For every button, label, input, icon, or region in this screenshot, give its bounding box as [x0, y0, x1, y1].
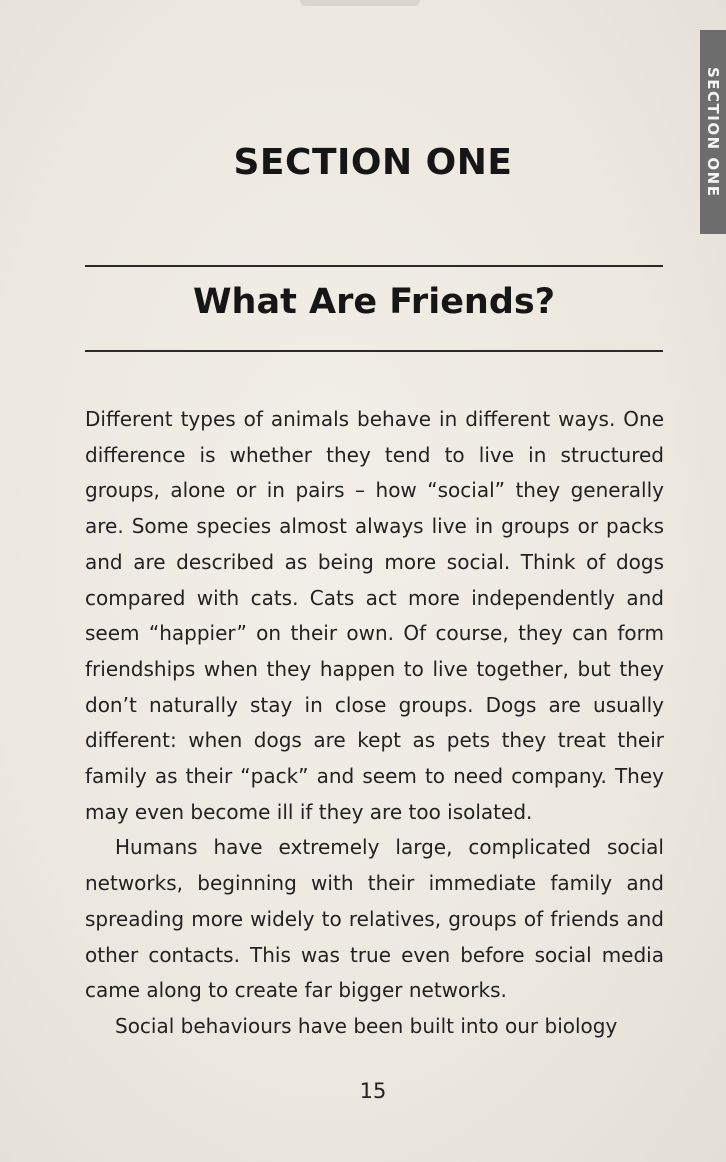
- section-heading: SECTION ONE: [233, 142, 513, 183]
- page-number: 15: [359, 1079, 387, 1103]
- section-side-tab-label: SECTION ONE: [704, 66, 722, 198]
- title-rule-top: [85, 265, 663, 267]
- page-edge-shadow: [300, 0, 420, 6]
- paragraph: Humans have extremely large, complicated social networks, beginning with their immediate family and spreading more widely to relatives, groups of friends and other contacts. This was true even before social media came along to create far bigger networks.: [85, 835, 664, 1003]
- body-text: [85, 402, 664, 1045]
- paragraph: Different types of animals behave in different ways. One difference is whether they tend to live in structured groups, alone or in pairs – how “social” they generally are. Some species almost always live in groups or packs and are described as being more social. Think of dogs compared with cats. Cats act more independently and seem “happier” on their own. Of course, they can form friendships when they happen to live together, but they don’t naturally stay in close groups. Dogs are usually different: when dogs are kept as pets they treat their family as their “pack” and seem to need company. They may even become ill if they are too isolated.: [85, 407, 664, 824]
- paragraph: Social behaviours have been built into our biology: [115, 1013, 618, 1038]
- title-rule-bottom: [85, 350, 663, 352]
- chapter-title: What Are Friends?: [192, 282, 556, 322]
- section-side-tab: [700, 30, 726, 234]
